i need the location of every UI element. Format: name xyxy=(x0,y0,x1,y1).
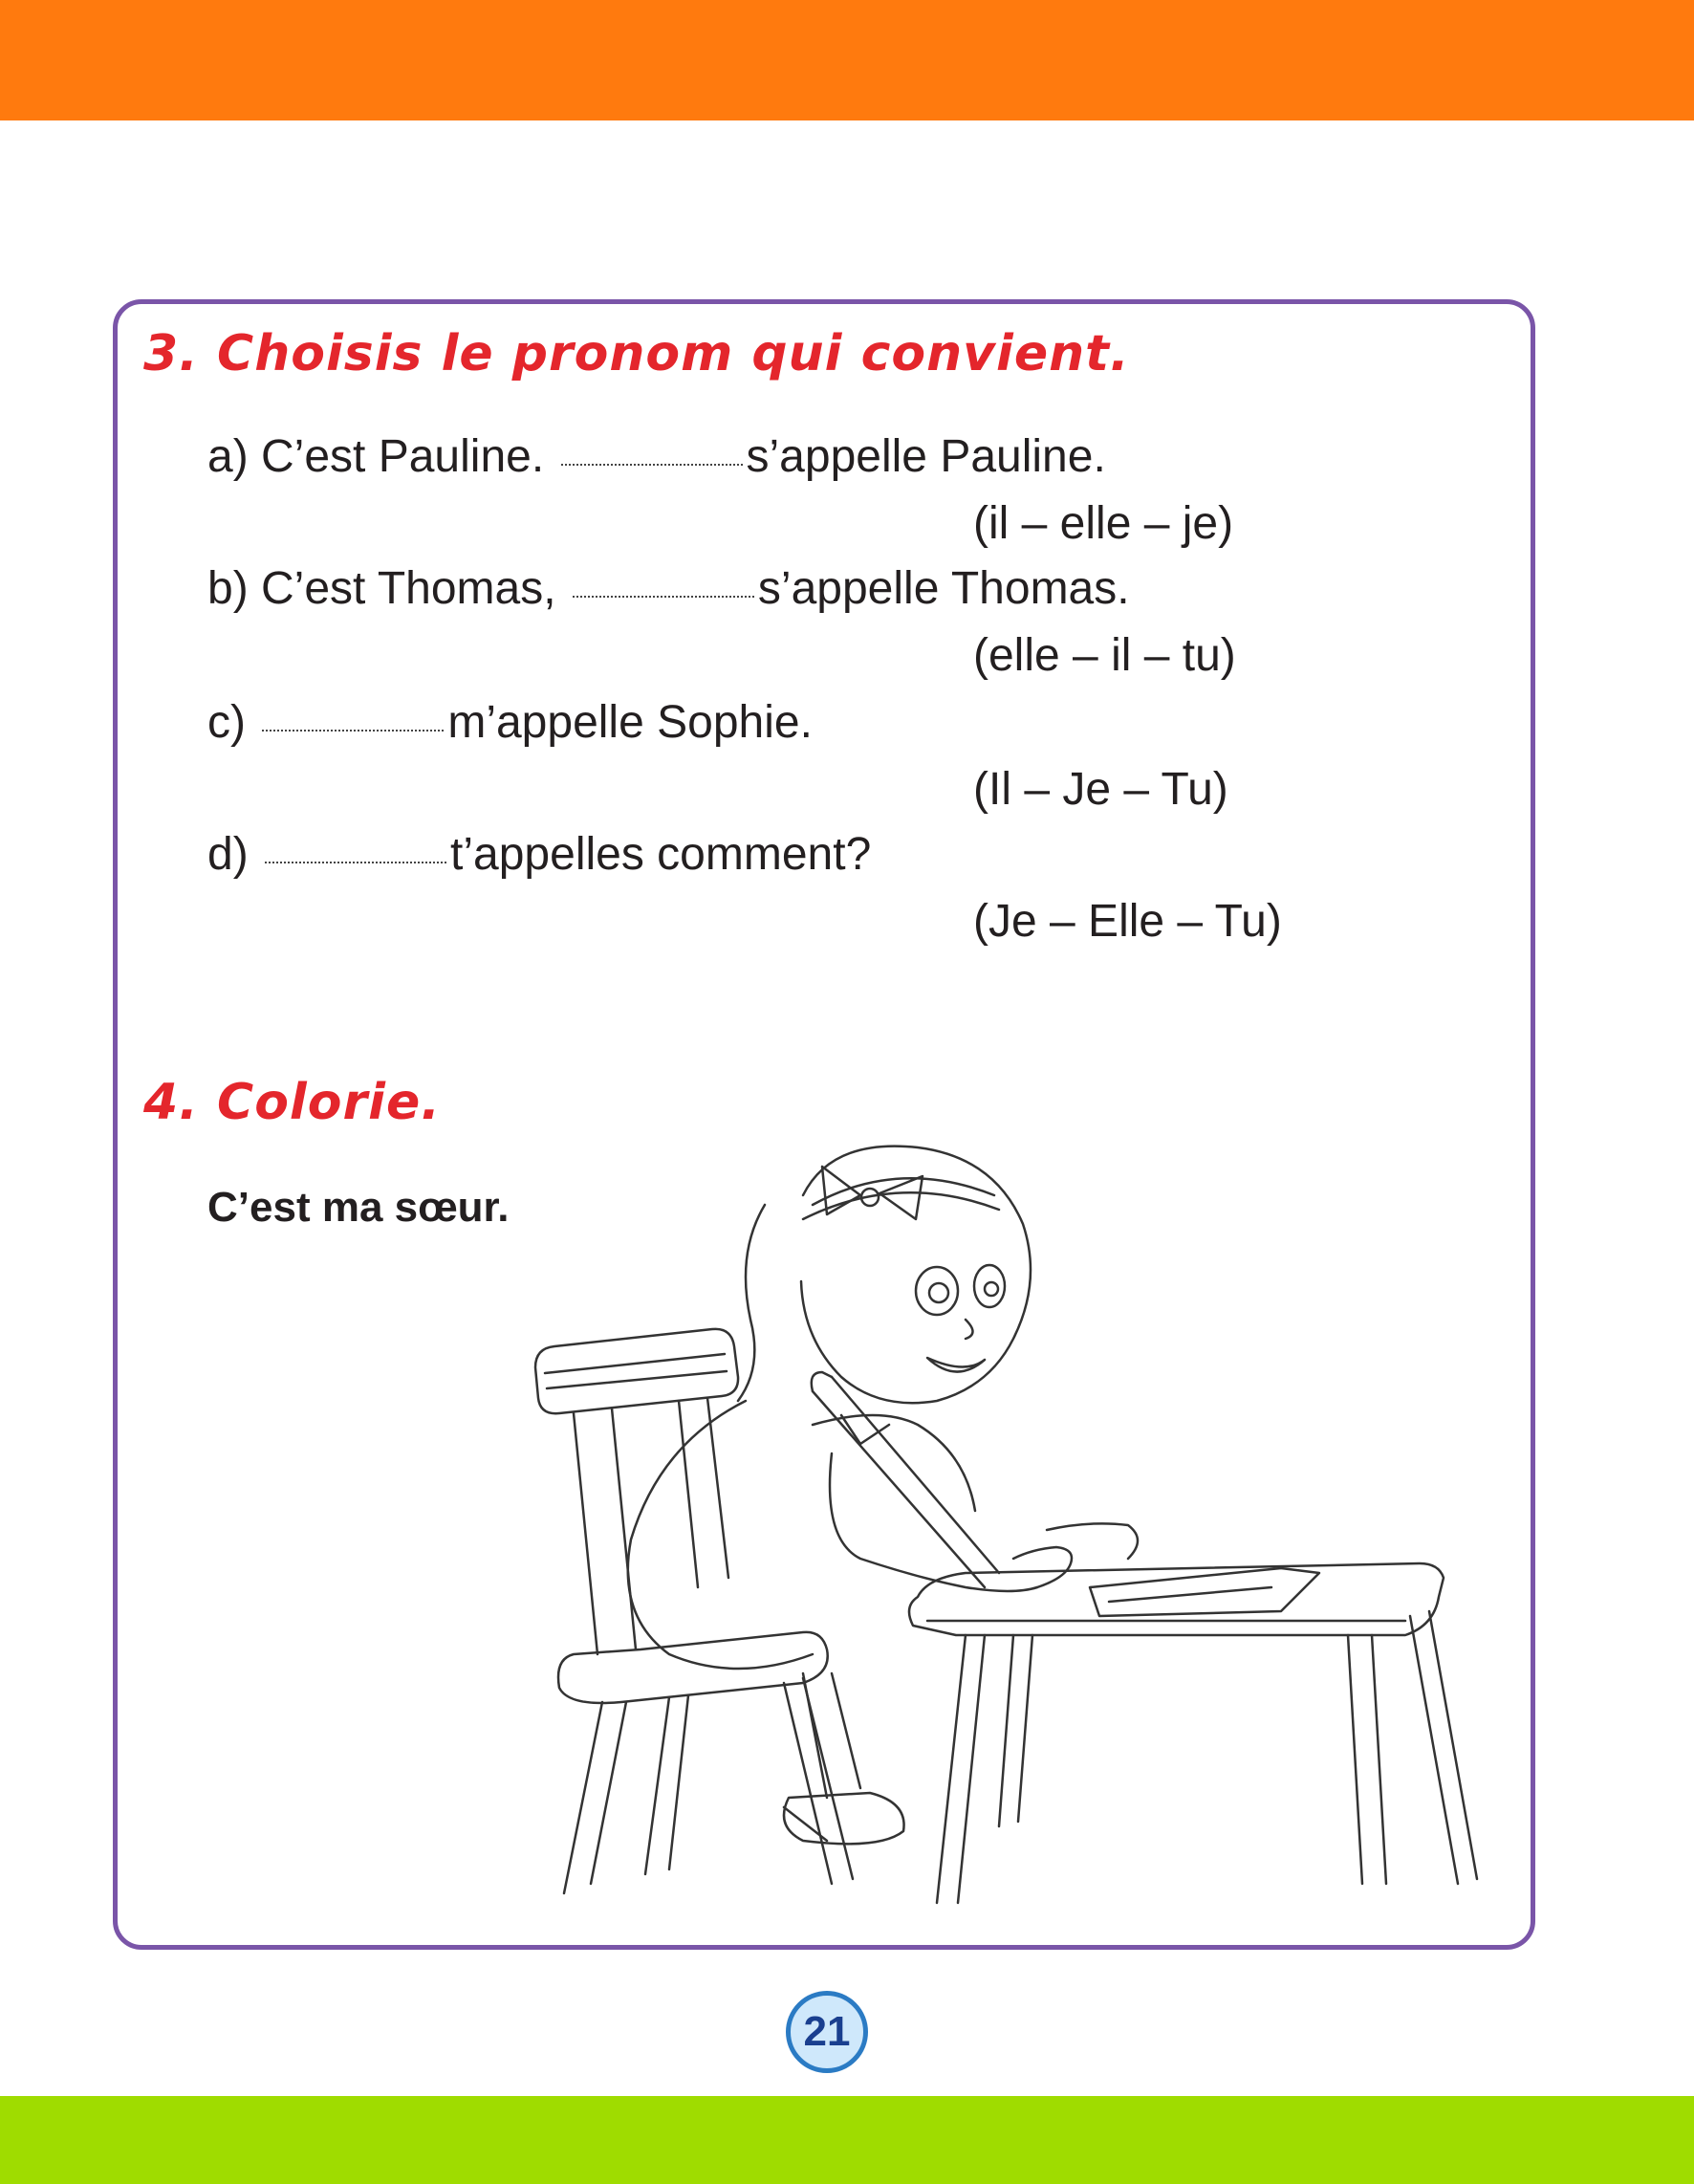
item-b-choices: (elle – il – tu) xyxy=(973,630,1236,681)
item-a-blank[interactable] xyxy=(561,464,743,466)
item-c-prefix: c) xyxy=(207,697,246,748)
girl-illustration xyxy=(628,1147,1138,1845)
page-number-badge: 21 xyxy=(786,1991,868,2073)
item-d-prefix: d) xyxy=(207,829,249,880)
item-a-choices: (il – elle – je) xyxy=(973,498,1234,549)
chair-illustration xyxy=(535,1329,853,1893)
exercise-item-c xyxy=(207,696,813,749)
item-c-choices: (Il – Je – Tu) xyxy=(973,764,1228,815)
item-d-suffix: t’appelles comment? xyxy=(450,829,872,880)
exercise-3-heading: 3. Choisis le pronom qui convient. xyxy=(143,325,1130,382)
item-a-suffix: s’appelle Pauline. xyxy=(746,431,1106,482)
exercise-4-heading: 4. Colorie. xyxy=(143,1074,441,1131)
item-b-suffix: s’appelle Thomas. xyxy=(757,563,1130,614)
item-c-suffix: m’appelle Sophie. xyxy=(447,697,813,748)
desk-illustration xyxy=(909,1563,1477,1903)
girl-at-desk-coloring-illustration xyxy=(516,1138,1482,1922)
exercise-item-d xyxy=(207,828,871,881)
item-b-prefix: b) C’est Thomas, xyxy=(207,563,556,614)
item-a-prefix: a) C’est Pauline. xyxy=(207,431,545,482)
top-color-band xyxy=(0,0,1694,120)
item-c-blank[interactable] xyxy=(262,730,444,732)
bottom-color-band xyxy=(0,2096,1694,2184)
item-d-choices: (Je – Elle – Tu) xyxy=(973,896,1282,947)
item-b-blank[interactable] xyxy=(573,596,754,598)
coloring-caption: C’est ma sœur. xyxy=(207,1184,510,1231)
item-d-blank[interactable] xyxy=(265,862,446,863)
exercise-item-a xyxy=(207,430,1106,483)
exercise-item-b xyxy=(207,562,1130,615)
